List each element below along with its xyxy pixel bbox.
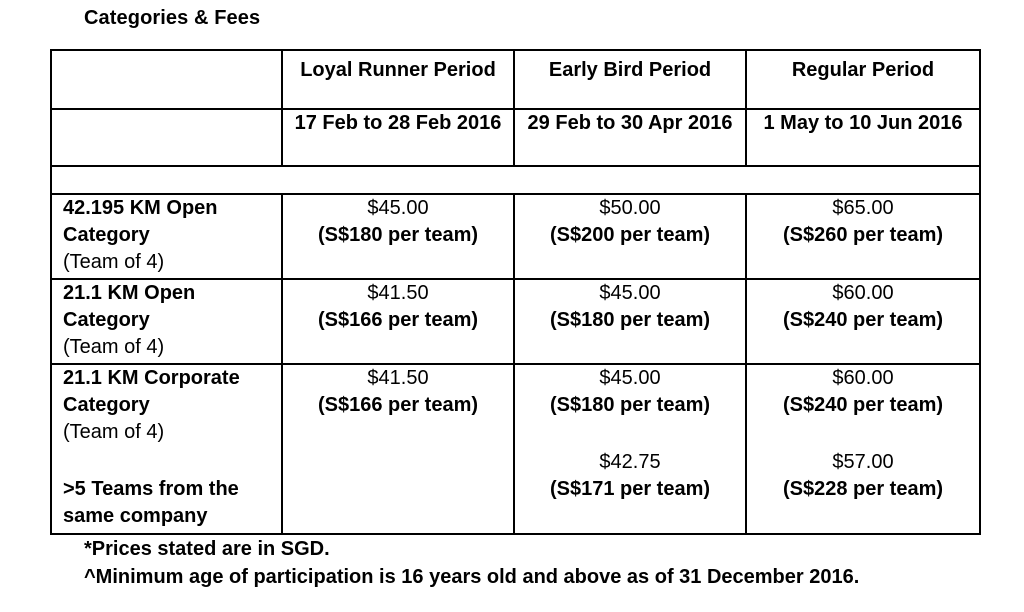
bulk-price-amount: $57.00 bbox=[832, 451, 894, 473]
category-cell bbox=[51, 279, 282, 364]
price-amount: $41.50 bbox=[367, 367, 429, 389]
category-note: (Team of 4) bbox=[63, 421, 165, 443]
price-cell bbox=[514, 194, 746, 279]
footnote-minimum-age: ^Minimum age of participation is 16 years old and above as of 31 December 2016. bbox=[84, 566, 860, 588]
dates-empty-cell bbox=[51, 109, 282, 166]
header-row bbox=[51, 50, 980, 109]
spacer-cell bbox=[51, 166, 980, 194]
price-per-team: (S$180 per team) bbox=[549, 309, 711, 331]
price-amount: $45.00 bbox=[599, 282, 661, 304]
bulk-discount-label: >5 Teams from the same company bbox=[63, 478, 239, 527]
period-dates-loyal-runner: 17 Feb to 28 Feb 2016 bbox=[282, 109, 514, 166]
price-per-team: (S$240 per team) bbox=[782, 309, 944, 331]
price-amount: $45.00 bbox=[599, 367, 661, 389]
footnote-currency: *Prices stated are in SGD. bbox=[84, 538, 330, 560]
category-name: 21.1 KM Open Category bbox=[63, 282, 196, 331]
spacer-row bbox=[51, 166, 980, 194]
price-cell bbox=[282, 364, 514, 534]
price-per-team: (S$200 per team) bbox=[549, 224, 711, 246]
price-amount: $45.00 bbox=[367, 197, 429, 219]
bulk-price-per-team: (S$228 per team) bbox=[782, 478, 944, 500]
price-cell bbox=[514, 279, 746, 364]
category-note: (Team of 4) bbox=[63, 251, 165, 273]
period-header-regular: Regular Period bbox=[746, 50, 980, 109]
period-dates-early-bird: 29 Feb to 30 Apr 2016 bbox=[514, 109, 746, 166]
price-amount: $60.00 bbox=[832, 282, 894, 304]
bulk-price-per-team: (S$171 per team) bbox=[549, 478, 711, 500]
bulk-price-amount: $42.75 bbox=[599, 451, 661, 473]
price-amount: $60.00 bbox=[832, 367, 894, 389]
category-note: (Team of 4) bbox=[63, 336, 165, 358]
table-row bbox=[51, 279, 980, 364]
category-cell bbox=[51, 194, 282, 279]
price-per-team: (S$180 per team) bbox=[549, 394, 711, 416]
period-header-early-bird: Early Bird Period bbox=[514, 50, 746, 109]
header-empty-cell bbox=[51, 50, 282, 109]
dates-row bbox=[51, 109, 980, 166]
page-title: Categories & Fees bbox=[84, 7, 261, 29]
price-cell bbox=[746, 194, 980, 279]
price-cell bbox=[514, 364, 746, 534]
category-cell bbox=[51, 364, 282, 534]
fees-table bbox=[50, 49, 981, 535]
category-name: 21.1 KM Corporate Category bbox=[63, 367, 240, 416]
price-cell bbox=[746, 279, 980, 364]
table-row bbox=[51, 194, 980, 279]
table-row bbox=[51, 364, 980, 534]
price-per-team: (S$166 per team) bbox=[317, 394, 479, 416]
price-amount: $41.50 bbox=[367, 282, 429, 304]
price-per-team: (S$240 per team) bbox=[782, 394, 944, 416]
price-amount: $50.00 bbox=[599, 197, 661, 219]
price-per-team: (S$260 per team) bbox=[782, 224, 944, 246]
price-per-team: (S$180 per team) bbox=[317, 224, 479, 246]
period-dates-regular: 1 May to 10 Jun 2016 bbox=[746, 109, 980, 166]
price-cell bbox=[282, 194, 514, 279]
category-name: 42.195 KM Open Category bbox=[63, 197, 218, 246]
price-cell bbox=[282, 279, 514, 364]
period-header-loyal-runner: Loyal Runner Period bbox=[282, 50, 514, 109]
price-per-team: (S$166 per team) bbox=[317, 309, 479, 331]
price-amount: $65.00 bbox=[832, 197, 894, 219]
price-cell bbox=[746, 364, 980, 534]
